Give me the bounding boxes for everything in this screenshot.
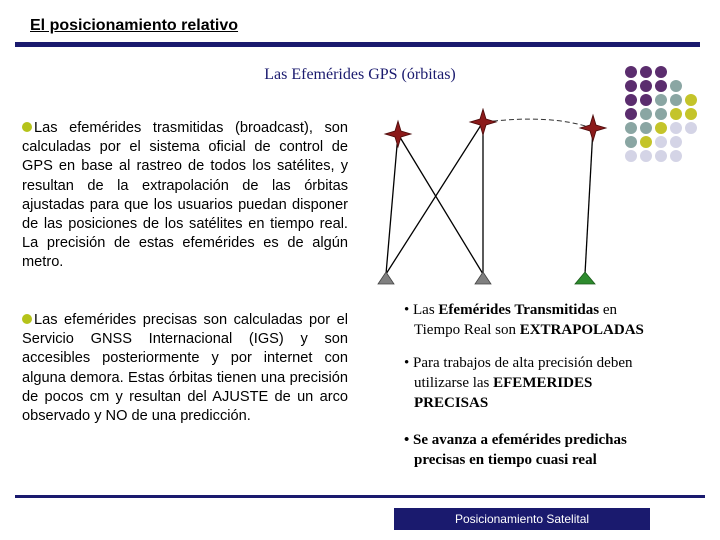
- decor-dot: [625, 66, 637, 78]
- note-bold-text: precisas en tiempo cuasi real: [414, 452, 597, 468]
- bullet-precise-ephemeris: [22, 311, 348, 426]
- decor-dot: [625, 136, 637, 148]
- decor-dot: [655, 94, 667, 106]
- decor-dot: [670, 80, 682, 92]
- bullet-icon: [22, 314, 32, 324]
- decor-dot: [640, 150, 652, 162]
- decor-dot: [640, 66, 652, 78]
- receiver-icon: [475, 272, 491, 284]
- note-text: Tiempo Real son: [414, 322, 520, 338]
- note-line: [404, 320, 704, 340]
- header-divider: [15, 42, 700, 47]
- note-predicted-ephemeris: [404, 430, 704, 470]
- decor-dot: [640, 108, 652, 120]
- decor-dot: [640, 122, 652, 134]
- note-text: en: [599, 302, 618, 318]
- note-text: • Para trabajos de alta precisión deben: [404, 355, 633, 371]
- decor-dot: [625, 122, 637, 134]
- note-line: [404, 373, 704, 393]
- decor-dot: [625, 80, 637, 92]
- bullet-text: Las efemérides precisas son calculadas por el Servicio GNSS Internacional (IGS) y son accesibles posteriormente y por internet con alguna demora. Estas órbitas tienen una precisión de pocos cm y resultan del AJUSTE de un arco observado y NO de una predicción.: [22, 312, 348, 425]
- decor-dot: [640, 94, 652, 106]
- satellite-icon: [470, 109, 496, 135]
- note-line: [404, 450, 704, 470]
- decor-dot: [640, 136, 652, 148]
- decor-dot: [625, 108, 637, 120]
- decor-dot: [685, 94, 697, 106]
- note-transmitted-ephemeris: [404, 300, 704, 340]
- note-bold-text: Efemérides Transmitidas: [438, 302, 600, 318]
- note-bold-text: PRECISAS: [414, 395, 489, 411]
- satellite-icon: [580, 115, 606, 141]
- decor-dot: [655, 122, 667, 134]
- satellite-receiver-diagram: [360, 108, 610, 288]
- bullet-icon: [22, 122, 32, 132]
- note-high-precision: [404, 353, 704, 413]
- note-bold-text: • Se avanza a efemérides predichas: [404, 432, 627, 448]
- page-title: El posicionamiento relativo: [30, 17, 239, 34]
- decor-dot: [655, 66, 667, 78]
- note-line: [404, 393, 704, 413]
- slide-subtitle: Las Efemérides GPS (órbitas): [264, 66, 456, 83]
- footer-divider: [15, 495, 705, 498]
- decor-dot: [670, 94, 682, 106]
- satellite-orbit-arc: [485, 119, 592, 128]
- receiver-icon: [575, 272, 595, 284]
- note-text: utilizarse las: [414, 375, 494, 391]
- bullet-broadcast-ephemeris: [22, 119, 348, 273]
- bullet-text: Las efemérides trasmitidas (broadcast), son calculadas por el sistema oficial de control de GPS en base al rastreo de todos los satélites, y resultan de la extrapolación de las órbitas ajustadas para que los usuarios puedan disponer de las posiciones de los satélites en tiempo real. La precisión de estas efemérides es de algún metro.: [22, 120, 348, 271]
- note-bold-text: EFEMERIDES: [493, 375, 593, 391]
- decor-dot: [670, 150, 682, 162]
- decor-dot: [685, 108, 697, 120]
- signal-line: [398, 134, 483, 274]
- footer-label: Posicionamiento Satelital: [394, 508, 650, 530]
- decor-dot: [655, 136, 667, 148]
- decor-dot: [670, 108, 682, 120]
- decor-dot: [625, 94, 637, 106]
- note-text: • Las: [404, 302, 439, 318]
- decor-dot: [670, 122, 682, 134]
- signal-line: [386, 134, 398, 274]
- decor-dot: [640, 80, 652, 92]
- decor-dot: [655, 80, 667, 92]
- decor-dot: [670, 136, 682, 148]
- signal-line: [585, 128, 593, 274]
- decor-dot: [625, 150, 637, 162]
- decor-dot: [655, 108, 667, 120]
- decor-dot: [685, 122, 697, 134]
- note-bold-text: EXTRAPOLADAS: [519, 322, 644, 338]
- decor-dot: [655, 150, 667, 162]
- satellite-icon: [385, 121, 411, 147]
- receiver-icon: [378, 272, 394, 284]
